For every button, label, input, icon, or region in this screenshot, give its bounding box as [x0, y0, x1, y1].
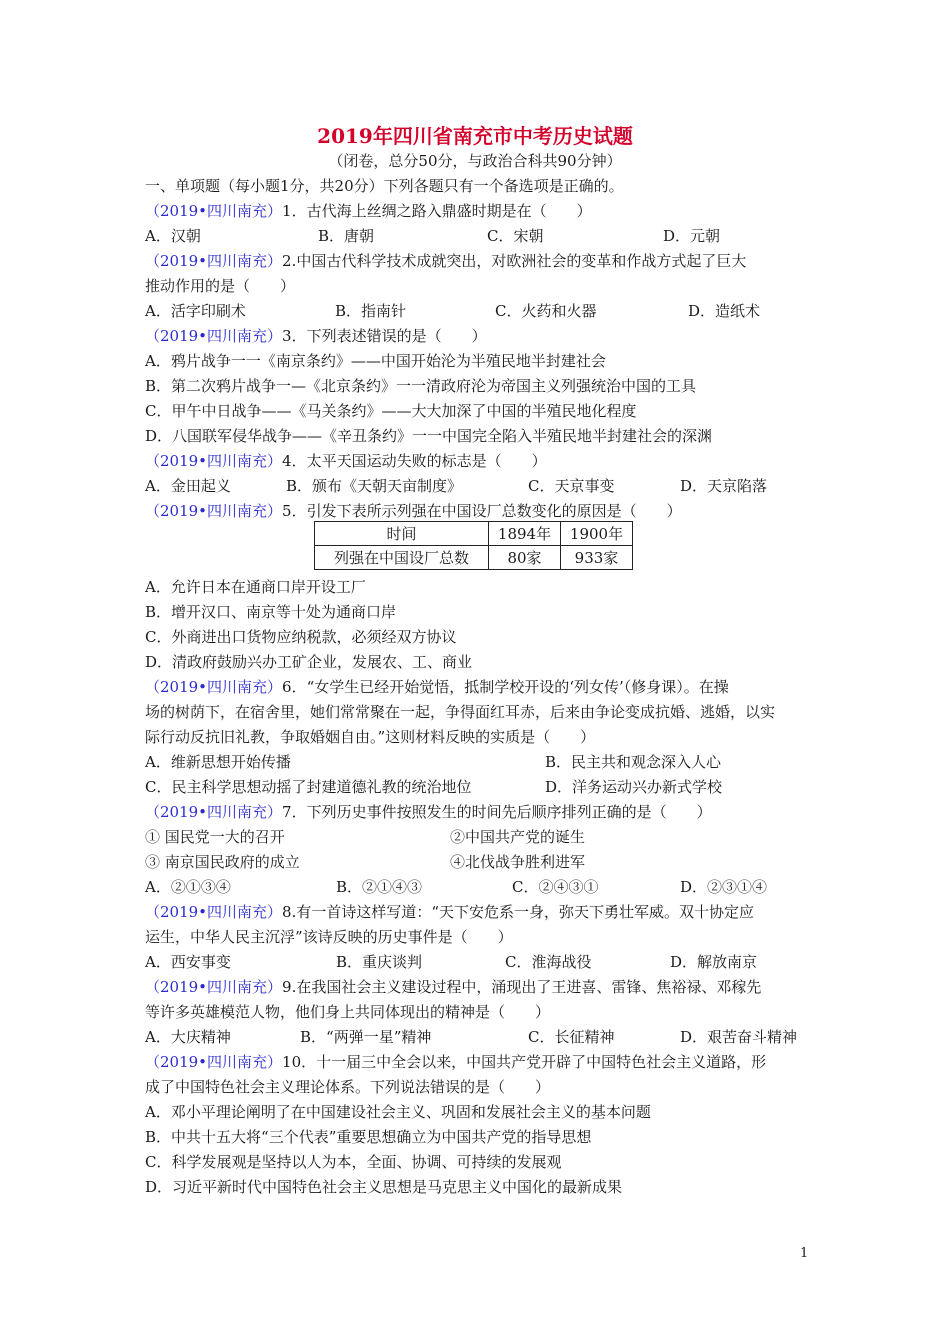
question-2 — [145, 250, 746, 272]
source-tag: （2019•四川南充） — [145, 678, 283, 696]
option-d: D．元朝 — [663, 227, 721, 245]
option-c: C．外商进出口货物应纳税款，必须经双方协议 — [145, 628, 457, 646]
option-a: A．汉朝 — [145, 227, 201, 245]
question-stem-continued: 等许多英雄模范人物，他们身上共同体现出的精神是（ ） — [145, 1003, 551, 1021]
option-a: A．金田起义 — [145, 477, 231, 495]
question-stem-continued: 运生，中华人民主沉浮”该诗反映的历史事件是（ ） — [145, 928, 513, 946]
source-tag: （2019•四川南充） — [145, 327, 283, 345]
question-stem-continued: 推动作用的是（ ） — [145, 277, 296, 295]
option-a: A．活字印刷术 — [145, 302, 246, 320]
option-d: D．艰苦奋斗精神 — [680, 1028, 798, 1046]
option-c: C．天京事变 — [528, 477, 615, 495]
source-tag: （2019•四川南充） — [145, 1053, 283, 1071]
question-5 — [145, 500, 682, 522]
question-10 — [145, 1051, 766, 1073]
table-cell: 933家 — [561, 546, 633, 570]
source-tag: （2019•四川南充） — [145, 502, 283, 520]
option-b: B．②①④③ — [336, 878, 423, 896]
event-item: ②中国共产党的诞生 — [450, 828, 586, 846]
option-d: D．造纸术 — [688, 302, 761, 320]
question-stem: 1．古代海上丝绸之路入鼎盛时期是在（ ） — [282, 202, 592, 220]
question-stem-continued: 场的树荫下，在宿舍里，她们常常聚在一起，争得面红耳赤，后来由争论变成抗婚、逃婚，以实 — [145, 703, 776, 721]
section-header: 一、单项题（每小题1分，共20分）下列各题只有一个备选项是正确的。 — [145, 177, 624, 195]
table-header-cell: 1894年 — [489, 522, 561, 546]
option-c: C．②④③① — [512, 878, 599, 896]
option-a: A．②①③④ — [145, 878, 231, 896]
question-stem: 10．十一届三中全会以来，中国共产党开辟了中国特色社会主义道路，形 — [282, 1053, 767, 1071]
option-a: A．邓小平理论阐明了在中国建设社会主义、巩固和发展社会主义的基本问题 — [145, 1103, 651, 1121]
option-a: A．大庆精神 — [145, 1028, 231, 1046]
source-tag: （2019•四川南充） — [145, 452, 283, 470]
option-b: B．颁布《天朝天亩制度》 — [286, 477, 463, 495]
question-1 — [145, 200, 592, 222]
source-tag: （2019•四川南充） — [145, 903, 283, 921]
option-c: C．宋朝 — [487, 227, 544, 245]
question-stem-continued: 际行动反抗旧礼教，争取婚姻自由。”这则材料反映的实质是（ ） — [145, 728, 596, 746]
option-c: C．民主科学思想动摇了封建道德礼教的统治地位 — [145, 778, 472, 796]
option-a: A．允许日本在通商口岸开设工厂 — [145, 578, 366, 596]
question-stem: 7．下列历史事件按照发生的时间先后顺序排列正确的是（ ） — [282, 803, 712, 821]
question-stem: 2.中国古代科学技术成就突出，对欧洲社会的变革和作战方式起了巨大 — [282, 252, 747, 270]
option-d: D．洋务运动兴办新式学校 — [545, 778, 723, 796]
table-cell: 列强在中国设厂总数 — [315, 546, 489, 570]
option-d: D．清政府鼓励兴办工矿企业，发展农、工、商业 — [145, 653, 473, 671]
question-stem-continued: 成了中国特色社会主义理论体系。下列说法错误的是（ ） — [145, 1078, 551, 1096]
question-8 — [145, 901, 754, 923]
option-b: B．指南针 — [335, 302, 407, 320]
option-d: D．②③①④ — [680, 878, 768, 896]
page-number: 1 — [800, 1246, 809, 1261]
option-a: A．西安事变 — [145, 953, 231, 971]
question-6 — [145, 676, 729, 698]
source-tag: （2019•四川南充） — [145, 252, 283, 270]
question-stem: 5．引发下表所示列强在中国设厂总数变化的原因是（ ） — [282, 502, 682, 520]
table-row — [315, 522, 633, 546]
table-cell: 80家 — [489, 546, 561, 570]
source-tag: （2019•四川南充） — [145, 202, 283, 220]
option-b: B．第二次鸦片战争一—《北京条约》一一清政府沦为帝国主义列强统治中国的工具 — [145, 377, 697, 395]
question-stem: 4．太平天国运动失败的标志是（ ） — [282, 452, 547, 470]
question-stem: 8.有一首诗这样写道：“天下安危系一身，弥天下勇壮军威。双十协定应 — [282, 903, 755, 921]
option-c: C．科学发展观是坚持以人为本，全面、协调、可持续的发展观 — [145, 1153, 562, 1171]
source-tag: （2019•四川南充） — [145, 803, 283, 821]
question-3 — [145, 325, 487, 347]
question-9 — [145, 976, 761, 998]
question-stem: 6．“女学生已经开始觉悟，抵制学校开设的‘列女传’（修身课）。在操 — [282, 678, 729, 696]
question-stem: 3．下列表述错误的是（ ） — [282, 327, 487, 345]
option-b: B．重庆谈判 — [336, 953, 423, 971]
option-c: C．长征精神 — [528, 1028, 615, 1046]
event-item: ④北伐战争胜利进军 — [450, 853, 586, 871]
option-b: B．增开汉口、南京等十处为通商口岸 — [145, 603, 397, 621]
table-row — [315, 546, 633, 570]
event-item: ① 国民党一大的召开 — [145, 828, 285, 846]
option-c: C．淮海战役 — [505, 953, 592, 971]
source-tag: （2019•四川南充） — [145, 978, 283, 996]
option-b: B．中共十五大将“三个代表”重要思想确立为中国共产党的指导思想 — [145, 1128, 592, 1146]
event-item: ③ 南京国民政府的成立 — [145, 853, 300, 871]
option-d: D．天京陷落 — [680, 477, 768, 495]
page-title: 2019年四川省南充市中考历史试题 — [317, 124, 633, 148]
option-c: C．火药和火器 — [495, 302, 597, 320]
option-d: D．八国联军侵华战争——《辛丑条约》一一中国完全陷入半殖民地半封建社会的深渊 — [145, 427, 713, 445]
option-a: A．鸦片战争一一《南京条约》——中国开始沦为半殖民地半封建社会 — [145, 352, 606, 370]
option-a: A．维新思想开始传播 — [145, 753, 291, 771]
table-header-cell: 时间 — [315, 522, 489, 546]
question-4 — [145, 450, 547, 472]
table-header-cell: 1900年 — [561, 522, 633, 546]
option-b: B．“两弹一星”精神 — [300, 1028, 432, 1046]
question-7 — [145, 801, 712, 823]
option-d: D．习近平新时代中国特色社会主义思想是马克思主义中国化的最新成果 — [145, 1178, 623, 1196]
option-d: D．解放南京 — [670, 953, 758, 971]
option-b: B．民主共和观念深入人心 — [545, 753, 722, 771]
option-b: B．唐朝 — [318, 227, 375, 245]
page-subtitle: （闭卷，总分50分，与政治合科共90分钟） — [328, 152, 622, 170]
option-c: C．甲午中日战争——《马关条约》——大大加深了中国的半殖民地化程度 — [145, 402, 637, 420]
factory-count-table — [314, 521, 633, 570]
question-stem: 9.在我国社会主义建设过程中，涌现出了王进喜、雷锋、焦裕禄、邓稼先 — [282, 978, 762, 996]
